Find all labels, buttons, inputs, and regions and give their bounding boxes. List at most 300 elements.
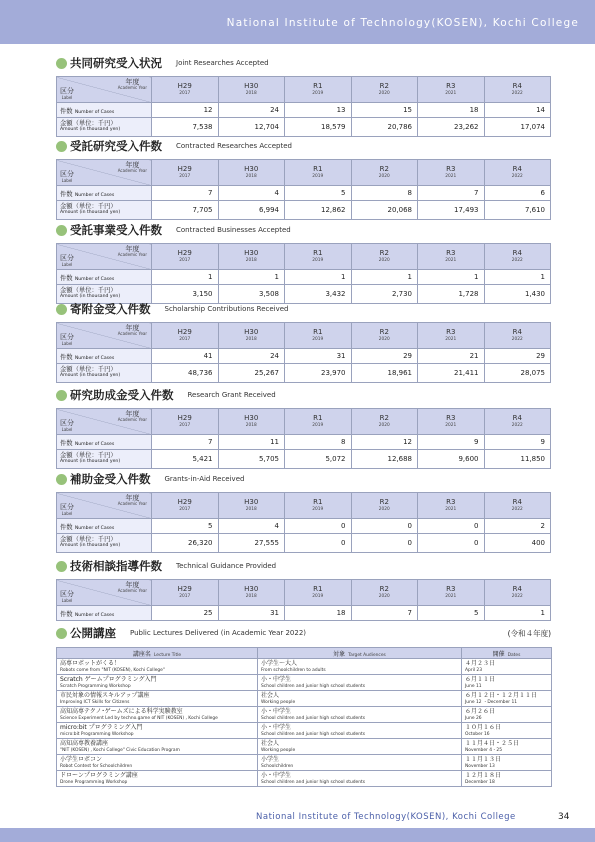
stats-section	[56, 556, 551, 621]
value-cell: 6	[484, 186, 551, 201]
year-header	[285, 493, 352, 519]
table-row	[57, 450, 551, 469]
corner-year	[118, 411, 147, 423]
lecture-date-en: December 18	[465, 779, 495, 785]
year-en: 2019	[312, 90, 324, 96]
category-label-en: Label	[61, 261, 73, 267]
year-jp: R4	[512, 414, 522, 423]
header-row	[57, 323, 551, 349]
lecture-date-en: April 23	[465, 667, 483, 673]
section-title-en: Public Lectures Delivered (in Academic Year 2022)	[130, 629, 307, 637]
value-cell: 0	[418, 519, 485, 534]
category-label-en: Label	[61, 94, 73, 100]
year-en: 2018	[245, 422, 257, 428]
lecture-title-en: Drone Programming Workshop	[60, 779, 128, 785]
value-cell: 8	[351, 186, 418, 201]
stats-section	[56, 220, 551, 304]
section-title-en: Research Grant Received	[187, 391, 276, 399]
section-title-en: Grants-in-Aid Received	[164, 475, 245, 483]
value-cell: 15	[351, 103, 418, 118]
year-jp: R3	[446, 328, 456, 337]
value-cell: 0	[285, 519, 352, 534]
year-label-en: Academic Year	[117, 501, 147, 507]
year-header	[351, 160, 418, 186]
lecture-title-en: "NIT (KOSEN) , Kochi College" Civic Education Program	[60, 747, 180, 753]
stats-section	[56, 385, 551, 469]
section-heading	[56, 623, 551, 643]
lecture-title-en: Science Experiment Led by techno.game of NIT (KOSEN) , Kochi College	[60, 715, 218, 721]
lecture-date	[462, 675, 552, 691]
year-label-en: Academic Year	[117, 252, 147, 258]
corner-label	[60, 591, 74, 603]
table-row	[57, 270, 551, 285]
category-label-en: Label	[61, 177, 73, 183]
table-row	[57, 349, 551, 364]
lecture-date	[462, 707, 552, 723]
year-jp: R4	[512, 498, 522, 507]
year-jp: R1	[313, 414, 323, 423]
lecture-target	[258, 691, 462, 707]
row-label	[57, 364, 152, 383]
row-label-en: Number of Cases	[74, 276, 115, 282]
value-cell: 12,862	[285, 201, 352, 220]
value-cell: 29	[351, 349, 418, 364]
lecture-title-jp: ドローンプログラミング講座	[60, 772, 138, 779]
top-banner	[0, 0, 595, 44]
value-cell: 1,728	[418, 285, 485, 304]
bullet-icon	[56, 304, 67, 315]
year-header	[351, 77, 418, 103]
table-row	[57, 118, 551, 137]
lecture-date-en: June 12 ・December 11	[465, 699, 518, 705]
year-jp: R1	[313, 328, 323, 337]
row-label	[57, 435, 152, 450]
year-jp: H30	[244, 82, 259, 91]
column-header	[462, 648, 552, 659]
corner-label	[60, 171, 74, 183]
year-header	[152, 160, 219, 186]
year-header	[351, 493, 418, 519]
row-label	[57, 201, 152, 220]
value-cell: 1	[351, 270, 418, 285]
corner-cell	[57, 77, 152, 103]
lecture-target-jp: 小・中学生	[261, 724, 292, 731]
lecture-target	[258, 675, 462, 691]
value-cell: 1	[418, 270, 485, 285]
corner-label	[60, 420, 74, 432]
year-en: 2018	[245, 593, 257, 599]
year-header	[218, 493, 285, 519]
row-label-jp: 金額（単位：千円）	[60, 287, 117, 295]
year-header	[418, 409, 485, 435]
year-header	[152, 244, 219, 270]
lecture-row	[57, 707, 552, 723]
year-header	[418, 323, 485, 349]
year-jp: R1	[313, 498, 323, 507]
year-jp: R2	[379, 165, 389, 174]
corner-cell	[57, 160, 152, 186]
section-title-en: Contracted Researches Accepted	[176, 142, 292, 150]
lecture-date-jp: ６月１１日	[465, 676, 496, 683]
column-header-en: Target Audiences	[348, 652, 386, 658]
value-cell: 7	[418, 186, 485, 201]
year-en: 2022	[511, 173, 523, 179]
lecture-date-en: November 4・25	[465, 747, 503, 753]
row-label-en: Amount (in thousand yen)	[60, 126, 121, 132]
header-row	[57, 77, 551, 103]
stats-section	[56, 136, 551, 220]
category-label-en: Label	[61, 340, 73, 346]
year-en: 2020	[378, 336, 390, 342]
year-jp: R2	[379, 414, 389, 423]
value-cell: 21	[418, 349, 485, 364]
year-jp: H29	[177, 328, 192, 337]
row-label-en: Number of Cases	[74, 109, 115, 115]
row-label-en: Amount (in thousand yen)	[60, 209, 121, 215]
corner-year	[118, 325, 147, 337]
year-header	[484, 580, 551, 606]
year-jp: H29	[177, 82, 192, 91]
lecture-target-en: Working people	[261, 699, 296, 705]
value-cell: 1,430	[484, 285, 551, 304]
year-en: 2019	[312, 257, 324, 263]
lecture-target-en: School children and junior high school students	[261, 779, 366, 785]
year-jp: R3	[446, 498, 456, 507]
corner-year	[118, 582, 147, 594]
year-en: 2017	[179, 336, 191, 342]
lecture-title-jp: 高知高専教養講座	[60, 740, 109, 747]
lecture-target-en: School children and junior high school students	[261, 715, 366, 721]
lecture-title-jp: 市民対象の情報スキルアップ講座	[60, 692, 150, 699]
page-number: 34	[558, 812, 570, 822]
value-cell: 7,538	[152, 118, 219, 137]
category-label-jp: 区分	[60, 87, 74, 96]
table-row	[57, 519, 551, 534]
category-label-jp: 区分	[60, 590, 74, 599]
row-label	[57, 270, 152, 285]
row-label-jp: 金額（単位：千円）	[60, 203, 117, 211]
row-label	[57, 118, 152, 137]
value-cell: 29	[484, 349, 551, 364]
lecture-date	[462, 739, 552, 755]
year-label-en: Academic Year	[117, 417, 147, 423]
value-cell: 18	[285, 606, 352, 621]
lecture-date-jp: ４月２３日	[465, 660, 496, 667]
value-cell: 11,850	[484, 450, 551, 469]
lecture-row	[57, 675, 552, 691]
year-en: 2019	[312, 422, 324, 428]
value-cell: 31	[285, 349, 352, 364]
value-cell: 9,600	[418, 450, 485, 469]
lecture-date	[462, 691, 552, 707]
section-heading	[56, 136, 551, 156]
value-cell: 7	[152, 435, 219, 450]
lecture-date-en: June 11	[465, 683, 482, 689]
lecture-target	[258, 739, 462, 755]
stats-table	[56, 159, 551, 220]
value-cell: 12,704	[218, 118, 285, 137]
year-en: 2020	[378, 173, 390, 179]
value-cell: 2,730	[351, 285, 418, 304]
lecture-row	[57, 755, 552, 771]
value-cell: 18	[418, 103, 485, 118]
year-en: 2018	[245, 90, 257, 96]
lecture-title-jp: Scratch ゲームプログラミング入門	[60, 676, 157, 683]
bullet-icon	[56, 390, 67, 401]
bullet-icon	[56, 628, 67, 639]
year-jp: H30	[244, 498, 259, 507]
lecture-title-en: micro:bit Programming Workshop	[60, 731, 134, 737]
column-header-en: Dates	[507, 652, 521, 658]
row-label-jp: 金額（単位：千円）	[60, 536, 117, 544]
lecture-target-jp: 小学生～大人	[261, 660, 298, 667]
lecture-title-en: Scratch Programming Workshop	[60, 683, 131, 689]
year-header	[351, 323, 418, 349]
column-header	[258, 648, 462, 659]
year-header	[418, 493, 485, 519]
header-row	[57, 580, 551, 606]
year-header	[218, 244, 285, 270]
year-en: 2017	[179, 422, 191, 428]
category-label-en: Label	[61, 426, 73, 432]
year-jp: H29	[177, 249, 192, 258]
column-header	[57, 648, 258, 659]
section-title-jp: 研究助成金受入件数	[70, 388, 174, 402]
value-cell: 3,508	[218, 285, 285, 304]
lecture-target-jp: 小・中学生	[261, 772, 292, 779]
value-cell: 5	[285, 186, 352, 201]
year-header	[152, 580, 219, 606]
year-jp: R2	[379, 249, 389, 258]
corner-cell	[57, 493, 152, 519]
row-label-jp: 件数	[60, 353, 73, 361]
row-label-jp: 件数	[60, 610, 73, 618]
year-header	[484, 244, 551, 270]
value-cell: 4	[218, 519, 285, 534]
value-cell: 23,262	[418, 118, 485, 137]
year-jp: R3	[446, 585, 456, 594]
year-header	[218, 160, 285, 186]
row-label-en: Number of Cases	[74, 525, 115, 531]
year-jp: H29	[177, 585, 192, 594]
value-cell: 12,688	[351, 450, 418, 469]
value-cell: 13	[285, 103, 352, 118]
stats-section	[56, 469, 551, 553]
section-title-en: Joint Researches Accepted	[176, 59, 269, 67]
table-row	[57, 364, 551, 383]
lecture-target-jp: 小学生	[261, 756, 280, 763]
lecture-title	[57, 771, 258, 787]
value-cell: 5,705	[218, 450, 285, 469]
stats-section	[56, 53, 551, 137]
value-cell: 5	[152, 519, 219, 534]
value-cell: 9	[418, 435, 485, 450]
row-label	[57, 349, 152, 364]
lecture-date-en: June 26	[465, 715, 482, 721]
value-cell: 6,994	[218, 201, 285, 220]
year-en: 2017	[179, 90, 191, 96]
footer-band	[0, 828, 595, 842]
lecture-title-en: Robots come from "NIT (KOSEN), Kochi College"	[60, 667, 165, 673]
bullet-icon	[56, 474, 67, 485]
year-en: 2021	[445, 506, 457, 512]
lecture-date-jp: １２月１８日	[465, 772, 502, 779]
value-cell: 20,786	[351, 118, 418, 137]
corner-label	[60, 334, 74, 346]
lecture-date-jp: ６月１２日・１２月１１日	[465, 692, 538, 699]
value-cell: 7	[152, 186, 219, 201]
year-header	[218, 580, 285, 606]
value-cell: 24	[218, 349, 285, 364]
table-row	[57, 435, 551, 450]
year-en: 2018	[245, 173, 257, 179]
category-label-jp: 区分	[60, 170, 74, 179]
value-cell: 12	[152, 103, 219, 118]
header-row	[57, 244, 551, 270]
year-jp: R2	[379, 328, 389, 337]
bullet-icon	[56, 141, 67, 152]
lecture-target-jp: 社会人	[261, 740, 280, 747]
value-cell: 24	[218, 103, 285, 118]
lecture-date	[462, 659, 552, 675]
year-jp: H30	[244, 328, 259, 337]
category-label-jp: 区分	[60, 503, 74, 512]
year-label-jp: 年度	[125, 245, 140, 253]
lecture-target	[258, 659, 462, 675]
row-label-en: Number of Cases	[74, 355, 115, 361]
row-label-jp: 件数	[60, 523, 73, 531]
lecture-title-jp: 高専ロボットがくる！	[60, 660, 121, 667]
value-cell: 1	[152, 270, 219, 285]
section-heading	[56, 385, 551, 405]
corner-year	[118, 162, 147, 174]
value-cell: 11	[218, 435, 285, 450]
column-header-jp: 対象	[333, 650, 346, 658]
value-cell: 0	[351, 519, 418, 534]
year-jp: R1	[313, 249, 323, 258]
value-cell: 3,150	[152, 285, 219, 304]
year-jp: R4	[512, 249, 522, 258]
year-en: 2020	[378, 593, 390, 599]
year-header	[484, 493, 551, 519]
year-en: 2019	[312, 173, 324, 179]
header-row	[57, 493, 551, 519]
category-label-jp: 区分	[60, 254, 74, 263]
value-cell: 27,555	[218, 534, 285, 553]
lecture-target-jp: 小・中学生	[261, 708, 292, 715]
section-title-en: Technical Guidance Provided	[176, 562, 277, 570]
row-label-en: Amount (in thousand yen)	[60, 293, 121, 299]
value-cell: 7,705	[152, 201, 219, 220]
year-jp: R2	[379, 82, 389, 91]
year-en: 2022	[511, 257, 523, 263]
lecture-row	[57, 739, 552, 755]
value-cell: 1	[218, 270, 285, 285]
year-label-en: Academic Year	[117, 331, 147, 337]
row-label	[57, 534, 152, 553]
year-header	[285, 323, 352, 349]
year-jp: H29	[177, 498, 192, 507]
lecture-title-en: Improving ICT Skills for Citizens	[60, 699, 130, 705]
row-label-en: Amount (in thousand yen)	[60, 458, 121, 464]
value-cell: 18,579	[285, 118, 352, 137]
year-en: 2020	[378, 90, 390, 96]
year-header	[152, 323, 219, 349]
value-cell: 28,075	[484, 364, 551, 383]
lecture-target-en: From schoolchildren to adults	[261, 667, 326, 673]
row-label-en: Number of Cases	[74, 441, 115, 447]
corner-label	[60, 255, 74, 267]
year-en: 2018	[245, 506, 257, 512]
value-cell: 0	[285, 534, 352, 553]
category-label-en: Label	[61, 597, 73, 603]
year-en: 2017	[179, 173, 191, 179]
lectures-table	[56, 647, 552, 787]
lecture-title	[57, 691, 258, 707]
year-jp: H30	[244, 585, 259, 594]
year-jp: H29	[177, 165, 192, 174]
corner-cell	[57, 409, 152, 435]
value-cell: 0	[418, 534, 485, 553]
bullet-icon	[56, 225, 67, 236]
header-title: National Institute of Technology(KOSEN), Kochi College	[226, 17, 579, 29]
year-jp: R4	[512, 328, 522, 337]
section-heading	[56, 469, 551, 489]
year-jp: R1	[313, 82, 323, 91]
year-en: 2018	[245, 257, 257, 263]
footer	[0, 805, 595, 842]
value-cell: 18,961	[351, 364, 418, 383]
lecture-target-en: School children and junior high school students	[261, 731, 366, 737]
year-en: 2017	[179, 506, 191, 512]
lecture-date	[462, 723, 552, 739]
row-label-jp: 件数	[60, 190, 73, 198]
year-jp: H29	[177, 414, 192, 423]
year-label-jp: 年度	[125, 494, 140, 502]
table-row	[57, 534, 551, 553]
year-en: 2021	[445, 90, 457, 96]
value-cell: 0	[351, 534, 418, 553]
stats-table	[56, 76, 551, 137]
value-cell: 7	[351, 606, 418, 621]
section-heading	[56, 53, 551, 73]
table-row	[57, 201, 551, 220]
year-jp: R3	[446, 249, 456, 258]
row-label-en: Amount (in thousand yen)	[60, 372, 121, 378]
year-label-en: Academic Year	[117, 588, 147, 594]
table-row	[57, 103, 551, 118]
lecture-title-jp: micro:bit プログラミング入門	[60, 724, 143, 731]
lecture-date-en: October 16	[465, 731, 490, 737]
value-cell: 2	[484, 519, 551, 534]
corner-label	[60, 504, 74, 516]
category-label-jp: 区分	[60, 419, 74, 428]
year-en: 2020	[378, 506, 390, 512]
section-title-jp: 受託事業受入件数	[70, 223, 162, 237]
value-cell: 5,072	[285, 450, 352, 469]
year-jp: R3	[446, 165, 456, 174]
value-cell: 20,068	[351, 201, 418, 220]
lectures-header-row	[57, 648, 552, 659]
year-en: 2017	[179, 593, 191, 599]
value-cell: 23,970	[285, 364, 352, 383]
year-en: 2019	[312, 506, 324, 512]
corner-cell	[57, 323, 152, 349]
year-header	[484, 323, 551, 349]
value-cell: 4	[218, 186, 285, 201]
year-en: 2017	[179, 257, 191, 263]
header-row	[57, 409, 551, 435]
